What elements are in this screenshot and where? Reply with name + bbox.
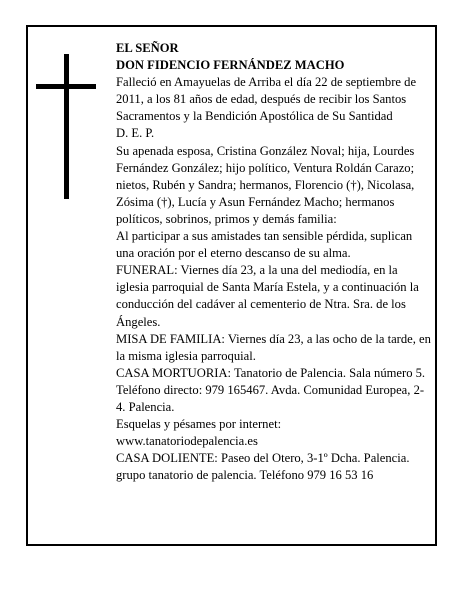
family-mass-details: MISA DE FAMILIA: Viernes día 23, a las ocho de la tarde, en la misma iglesia parroquial. — [116, 331, 431, 363]
funeral-group-phone: grupo tanatorio de palencia. Teléfono 979 16 53 16 — [116, 468, 374, 483]
cross-vertical-bar — [64, 54, 69, 199]
death-announcement: Falleció en Amayuelas de Arriba el día 22 de septiembre de 2011, a los 81 años de edad, después de recibir los Santos Sacramentos y la Bendición Apostólica de Su Santidad — [116, 75, 417, 124]
family-list: Su apenada esposa, Cristina González Noval; hija, Lourdes Fernández González; hijo político, Ventura Roldán Carazo; nietos, Rubén y Sandra; hermanos, Florencio (†), Nicolasa, Zósima (†), Lucía y Asun Fernández Macho; hermanos políticos, sobrinos, primos y demás familia: — [116, 143, 415, 226]
notice-title-line-1: EL SEÑOR — [116, 41, 179, 55]
funeral-home-details: CASA MORTUORIA: Tanatorio de Palencia. Sala número 5. Teléfono directo: 979 165467. Avda. Comunidad Europea, 2-4. Palencia. — [116, 365, 426, 414]
online-condolences-label: Esquelas y pésames por internet: — [116, 417, 282, 432]
website-url: www.tanatoriodepalencia.es — [116, 434, 258, 449]
cross-horizontal-bar — [36, 84, 96, 89]
rip-line: D. E. P. — [116, 126, 155, 141]
family-home-address: CASA DOLIENTE: Paseo del Otero, 3-1º Dcha. Palencia. — [116, 451, 410, 466]
deceased-name: DON FIDENCIO FERNÁNDEZ MACHO — [116, 58, 345, 73]
cross-icon — [36, 54, 96, 199]
funeral-details: FUNERAL: Viernes día 23, a la una del mediodía, en la iglesia parroquial de Santa María Estela, y a continuación la conducción del cadáver al cementerio de Ntra. Sra. de los Ángeles. — [116, 263, 419, 329]
prayer-request: Al participar a sus amistades tan sensible pérdida, suplican una oración por el eterno descanso de su alma. — [116, 229, 413, 261]
notice-body — [116, 40, 432, 484]
obituary-notice — [26, 25, 437, 546]
